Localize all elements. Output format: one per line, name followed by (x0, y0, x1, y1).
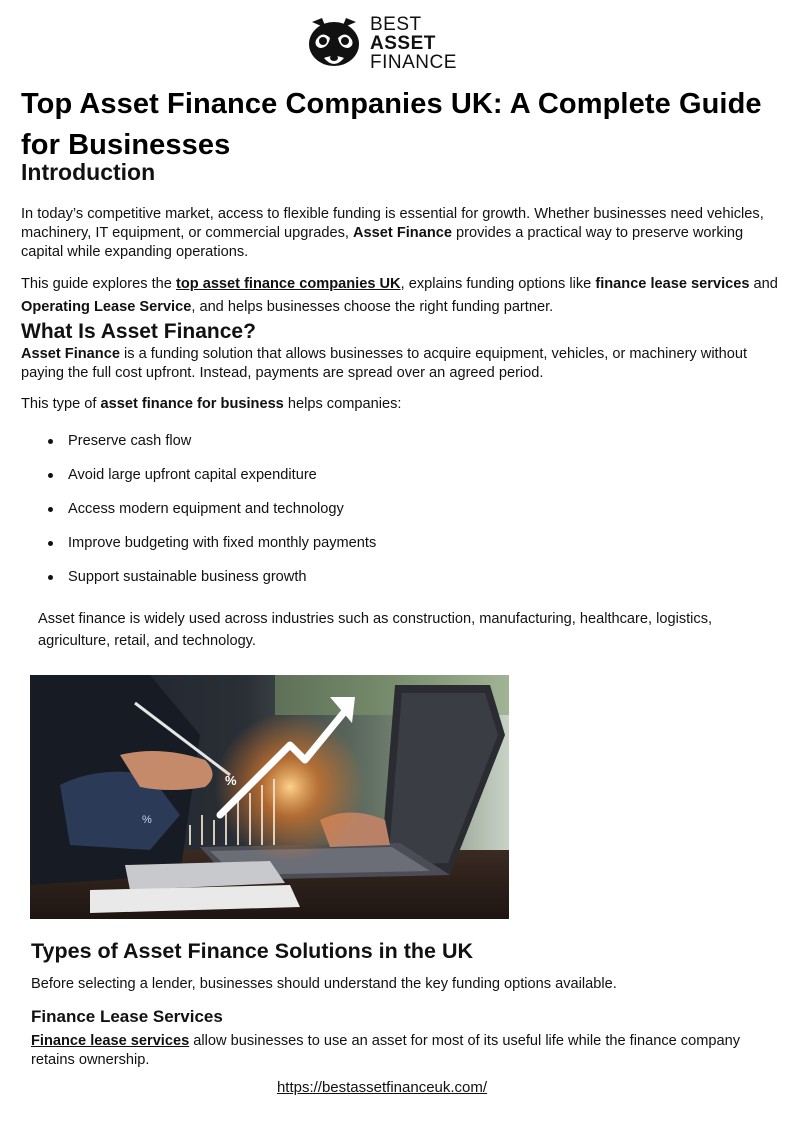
types-heading: Types of Asset Finance Solutions in the UK (31, 939, 473, 963)
footer (0, 1079, 764, 1096)
intro-p1-text-c: provides a practical way to preserve working capital while expanding operations. (21, 225, 744, 260)
logo-line-1: BEST (370, 13, 422, 35)
finance-growth-illustration (30, 675, 509, 919)
list-item: Preserve cash flow (48, 432, 781, 451)
what-paragraph-2 (21, 395, 781, 414)
list-item: Support sustainable business growth (48, 568, 781, 587)
svg-text:%: % (142, 814, 152, 826)
intro-p2-bold-operating-lease: Operating Lease Service (21, 299, 192, 315)
intro-p2-bold-finance-lease: finance lease services (595, 276, 750, 292)
brand-logo (306, 12, 466, 74)
finance-lease-text: allow businesses to use an asset for most of its useful life while the finance company retains ownership. (31, 1033, 741, 1068)
raccoon-logo-icon (306, 14, 362, 72)
intro-paragraph-1 (21, 205, 781, 262)
list-item: Avoid large upfront capital expenditure (48, 466, 781, 485)
logo-wordmark (370, 15, 457, 72)
intro-p2-text-a: This guide explores the (21, 276, 176, 292)
article-content (21, 84, 781, 652)
what-p2-bold: asset finance for business (100, 396, 284, 412)
what-p1-bold: Asset Finance (21, 346, 120, 362)
intro-p2-text-b: , explains funding options like (400, 276, 596, 292)
what-heading: What Is Asset Finance? (21, 320, 256, 343)
intro-paragraph-2 (21, 273, 781, 319)
finance-lease-heading: Finance Lease Services (31, 1007, 223, 1026)
intro-p1-bold: Asset Finance (353, 225, 452, 241)
list-item: Access modern equipment and technology (48, 500, 781, 519)
benefits-list (21, 432, 781, 587)
what-p1-text: is a funding solution that allows businesses to acquire equipment, vehicles, or machinery without paying the full cost upfront. Instead, payments are spread over an agreed period. (21, 346, 748, 381)
logo-line-2: ASSET (370, 32, 436, 54)
top-companies-link[interactable]: top asset finance companies UK (175, 276, 401, 292)
what-p2-text-a: This type of (21, 396, 101, 412)
page-title: Top Asset Finance Companies UK: A Complete Guide for Businesses (21, 88, 762, 161)
intro-p2-text-d: and (749, 276, 778, 292)
intro-p1-text-a: In today’s competitive market, access to flexible funding is essential for growth. Whether businesses need vehicles, machinery, IT equipment, or commercial upgrades, (21, 206, 764, 241)
what-paragraph-1 (21, 345, 781, 383)
svg-text:%: % (225, 773, 237, 788)
logo-line-3: FINANCE (370, 51, 457, 73)
list-item: Improve budgeting with fixed monthly payments (48, 534, 781, 553)
intro-p2-text-f: , and helps businesses choose the right funding partner. (191, 299, 554, 315)
types-paragraph-1: Before selecting a lender, businesses should understand the key funding options available. (31, 976, 617, 992)
what-p2-text-c: helps companies: (283, 396, 402, 412)
hero-image (30, 675, 509, 919)
types-section (31, 937, 781, 1070)
website-link[interactable]: https://bestassetfinanceuk.com/ (276, 1079, 488, 1096)
finance-lease-paragraph (31, 1032, 781, 1070)
industries-paragraph: Asset finance is widely used across industries such as construction, manufacturing, healthcare, logistics, agriculture, retail, and technology. (38, 611, 713, 649)
intro-heading: Introduction (21, 159, 156, 185)
finance-lease-link[interactable]: Finance lease services (31, 1033, 190, 1049)
